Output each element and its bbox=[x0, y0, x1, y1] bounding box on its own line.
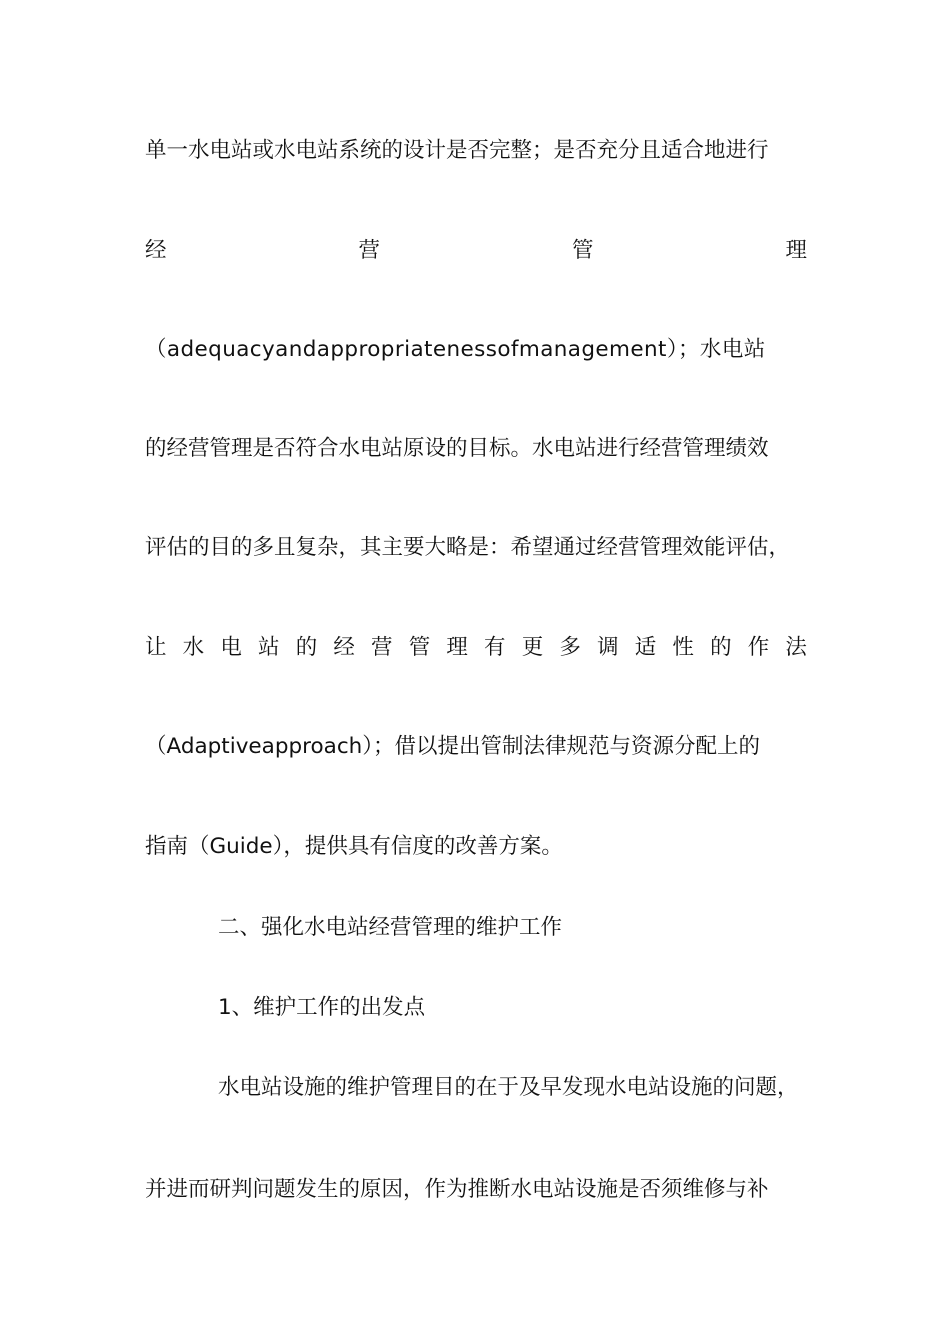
spread-char: 的 bbox=[295, 635, 318, 660]
subsection-heading: 1、维护工作的出发点 bbox=[218, 995, 426, 1020]
spread-char: 管 bbox=[408, 635, 431, 660]
spread-char: 更 bbox=[521, 635, 544, 660]
spread-char: 理 bbox=[446, 635, 468, 660]
paragraph-line: 指南（Guide），提供具有信度的改善方案。 bbox=[145, 834, 563, 859]
spread-char: 理 bbox=[785, 238, 807, 263]
spread-char: 管 bbox=[571, 238, 594, 263]
spread-char: 经 bbox=[333, 635, 355, 660]
spread-char: 适 bbox=[634, 635, 657, 660]
paragraph-line: 评估的目的多且复杂，其主要大略是：希望通过经营管理效能评估， bbox=[145, 535, 791, 560]
spread-char: 经 bbox=[145, 238, 167, 263]
spread-char: 站 bbox=[258, 635, 280, 660]
spread-char: 法 bbox=[785, 635, 807, 660]
paragraph-line: 并进而研判问题发生的原因，作为推断水电站设施是否须维修与补 bbox=[145, 1177, 769, 1202]
spread-char: 水 bbox=[182, 635, 205, 660]
spread-char: 性 bbox=[672, 635, 694, 660]
spread-char: 营 bbox=[358, 238, 380, 263]
spread-char: 的 bbox=[710, 635, 732, 660]
paragraph-line: 水电站设施的维护管理目的在于及早发现水电站设施的问题， bbox=[218, 1075, 799, 1100]
spread-char: 电 bbox=[220, 635, 242, 660]
spread-char: 多 bbox=[559, 635, 581, 660]
paragraph-line: 的经营管理是否符合水电站原设的目标。水电站进行经营管理绩效 bbox=[145, 436, 769, 461]
paragraph-line-spread bbox=[145, 236, 807, 266]
section-heading: 二、强化水电站经营管理的维护工作 bbox=[218, 915, 563, 940]
paragraph-line-spread bbox=[145, 633, 807, 663]
spread-char: 让 bbox=[145, 635, 167, 660]
spread-char: 营 bbox=[371, 635, 393, 660]
spread-char: 作 bbox=[747, 635, 770, 660]
spread-char: 有 bbox=[484, 635, 506, 660]
spread-char: 调 bbox=[597, 635, 619, 660]
paragraph-line: （adequacyandappropriatenessofmanagement）；水电站 bbox=[145, 337, 766, 362]
paragraph-line: 单一水电站或水电站系统的设计是否完整；是否充分且适合地进行 bbox=[145, 138, 769, 163]
paragraph-line: （Adaptiveapproach）；借以提出管制法律规范与资源分配上的 bbox=[145, 734, 761, 759]
